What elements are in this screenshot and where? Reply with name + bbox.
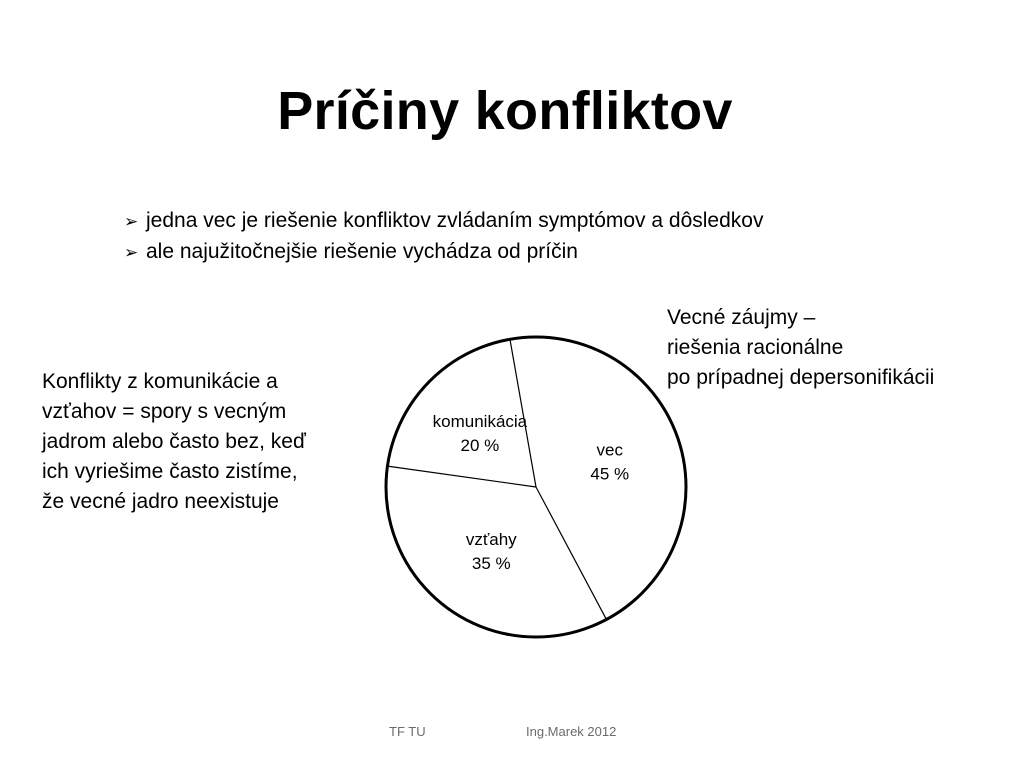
causes-pie-chart xyxy=(380,325,700,645)
footer-institution: TF TU xyxy=(389,724,426,739)
bullet-list xyxy=(124,206,763,268)
pie-slice-label: komunikácia xyxy=(432,411,528,431)
note-line: Vecné záujmy – xyxy=(667,306,816,329)
pie-slice-label: vzťahy xyxy=(465,529,517,549)
note-line: po prípadnej depersonifikácii xyxy=(667,366,935,389)
arrow-bullet-icon: ➢ xyxy=(124,243,139,262)
substantive-interests-note xyxy=(667,303,934,393)
arrow-bullet-icon: ➢ xyxy=(124,212,139,231)
bullet-item xyxy=(124,237,763,268)
note-line: jadrom alebo často bez, keď xyxy=(42,430,306,453)
pie-slice-value: 35 % xyxy=(471,553,511,573)
pie-slice-value: 20 % xyxy=(460,435,500,455)
bullet-item xyxy=(124,206,763,237)
note-line: ich vyriešime často zistíme, xyxy=(42,460,298,483)
note-line: vzťahov = spory s vecným xyxy=(42,400,287,423)
pie-slice-value: 45 % xyxy=(590,464,630,484)
communication-note xyxy=(42,367,306,517)
bullet-text: jedna vec je riešenie konfliktov zvládaním symptómov a dôsledkov xyxy=(146,209,764,232)
slide-title: Príčiny konfliktov xyxy=(277,81,733,141)
note-line: riešenia racionálne xyxy=(667,336,844,359)
pie-slice-label: vec xyxy=(596,440,623,460)
note-line: Konflikty z komunikácie a xyxy=(42,370,278,393)
bullet-text: ale najužitočnejšie riešenie vychádza od príčin xyxy=(146,240,578,263)
note-line: že vecné jadro neexistuje xyxy=(42,490,279,513)
footer-author: Ing.Marek 2012 xyxy=(526,724,617,739)
